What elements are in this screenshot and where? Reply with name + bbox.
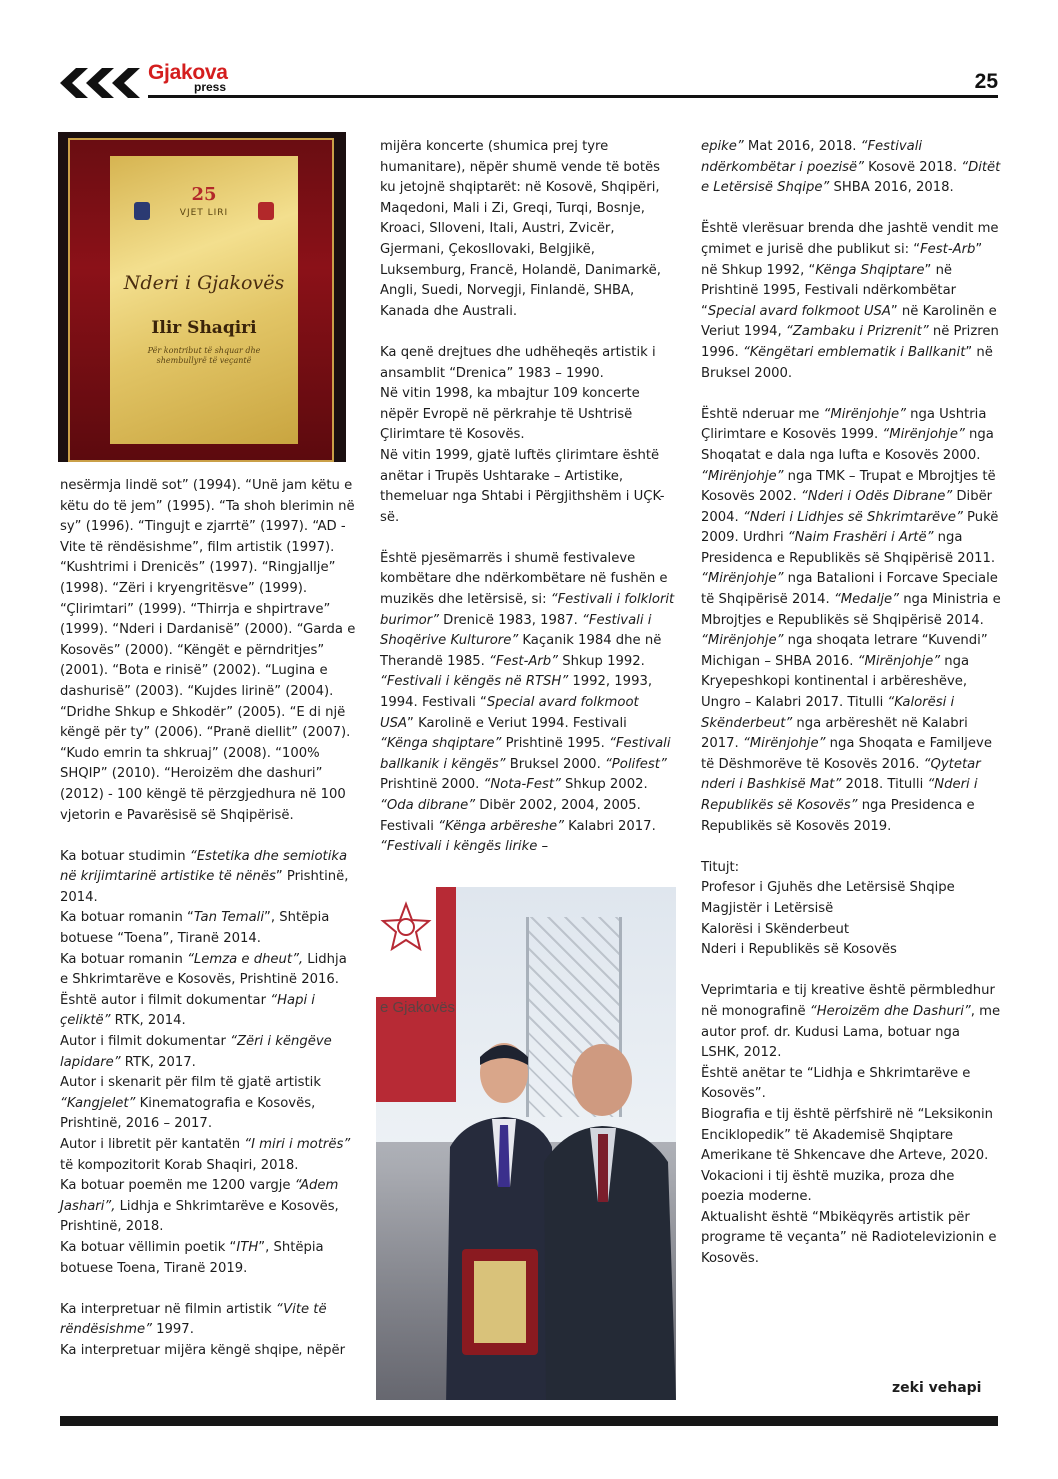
column-1 xyxy=(60,476,356,1362)
plaque-subtitle: VJET LIRI xyxy=(179,208,229,218)
plaque-caption: Për kontribut të shquar dhe shembullyrë të veçantë xyxy=(147,346,261,365)
bio-line: Autor i skenarit për film të gjatë artistik “Kangjelet” Kinematografia e Kosovës, Prishtinë, 2016 – 2017. xyxy=(60,1075,321,1132)
title-item: Magjistër i Letërsisë xyxy=(701,900,834,916)
bio-line: Është autor i filmit dokumentar “Hapi i çeliktë” RTK, 2014. xyxy=(60,992,315,1029)
monograph-paragraph: Veprimtaria e tij kreative është përmbledhur në monografinë “Heroizëm dhe Dashuri”, me autor prof. dr. Kudusi Lama, botuar nga LSHK, 2012. xyxy=(701,983,1001,1061)
festivals-continued: epike” Mat 2016, 2018. “Festivali ndërkombëtar i poezisë” Kosovë 2018. “Ditët e Letërsisë Shqipe” SHBA 2016, 2018. xyxy=(701,139,1001,196)
honors-paragraph: Është nderuar me “Mirënjohje” nga Ushtria Çlirimtare e Kosovës 1999. “Mirënjohje” nga Shoqatat e dala nga lufta e Kosovës 2000. “Mirënjohje” nga TMK – Trupat e Mbrojtjes të Kosovës 2002. “Nderi i Odës Dibrane” Dibër 2004. “Nderi i Lidhjes së Shkrimtarëve” Pukë 2009. Urdhri “Naim Frashëri i Artë” nga Presidenca e Republikës së Shqipërisë 2011. “Mirënjohje” nga Batalioni i Forcave Speciale të Shqipërisë 2014. “Medalje” nga Ministria e Mbrojtjes e Republikës së Shqipërisë 2014. “Mirënjohje” nga shoqata letrare “Kuvendi” Michigan – SHBA 2016. “Mirënjohje” nga Kryepeshkopi kontinental i arbëreshëve, Ungro – Kalabri 2017. Titulli “Kalorësi i Skënderbeut” nga arbëreshët në Kalabri 2017. “Mirënjohje” nga Shoqata e Familjeve të Dëshmorëve të Kosovës 2016. “Qytetar nderi i Bashkisë Mat” 2018. Titulli “Nderi i Republikës së Kosovës” nga Presidenca e Republikës së Kosovës 2019. xyxy=(701,406,1001,834)
bio-line: Autor i filmit dokumentar “Zëri i këngëve lapidare” RTK, 2017. xyxy=(60,1034,332,1070)
bio-line: Ka botuar studimin “Estetika dhe semiotika në krijimtarinë artistike të nënës” Prishtinë, 2014. xyxy=(60,848,349,905)
plaque-frame xyxy=(68,138,334,462)
banner-text: e Gjakovës xyxy=(380,999,456,1016)
bio-line: Ka botuar romanin “Lemza e dheut”, Lidhja e Shkrimtarëve e Kosovës, Prishtinë 2016. xyxy=(60,951,347,988)
title-item: Kalorësi i Skënderbeut xyxy=(701,921,849,937)
awards-paragraph: Është vlerësuar brenda dhe jashtë vendit me çmimet e jurisë dhe publikut si: “Fest-Arb” në Shkup 1992, “Kënga Shqiptare” në Prishtinë 1995, Festivali ndërkombëtar “Special avard folkmoot USA” në Karolinën e Veriut 1994, “Zambaku i Prizrenit” në Prizren 1996. “Këngëtari emblematik i Ballkanit” në Bruksel 2000. xyxy=(701,221,999,381)
plaque-name: Ilir Shaqiri xyxy=(151,318,257,338)
award-plaque xyxy=(460,1247,540,1357)
star-emblem-icon xyxy=(379,901,433,955)
drenica-paragraph: Ka qenë drejtues dhe udhëheqës artistik i ansamblit “Drenica” 1983 – 1990. xyxy=(380,344,656,381)
uck-paragraph: Në vitin 1999, gjatë luftës çlirimtare është anëtar i Trupës Ushtarake – Artistike, themeluar nga Shtabi i Përgjithshëm i UÇK-së. xyxy=(380,447,665,525)
lexicon-line: Biografia e tij është përfshirë në “Leksikonin Enciklopedik” të Akademisë Shqiptare Amerikane të Shkencave dhe Arteve, 2020. xyxy=(701,1106,994,1164)
title-item: Nderi i Republikës së Kosovës xyxy=(701,942,897,958)
title-item: Profesor i Gjuhës dhe Letërsisë Shqipe xyxy=(701,880,955,896)
chevrons-icon xyxy=(58,66,144,100)
header-rule xyxy=(148,95,998,98)
author-signature: zeki vehapi xyxy=(892,1380,982,1396)
titles-label: Titujt: xyxy=(701,859,740,875)
bio-line: Ka botuar poemën me 1200 vargje “Adem Jashari”, Lidhja e Shkrimtarëve e Kosovës, Prishtinë, 2018. xyxy=(60,1178,339,1235)
logo-main-text: Gjakova xyxy=(148,61,228,84)
plaque-years: 25 xyxy=(191,184,217,205)
white-banner xyxy=(376,887,438,997)
column-3 xyxy=(701,137,1001,1270)
plaque-photo xyxy=(58,132,346,462)
vocation-line: Vokacioni i tij është muzika, proza dhe poezia moderne. xyxy=(701,1168,955,1205)
bio-line: Ka botuar vëllimin poetik “ITH”, Shtëpia botuese Toena, Tiranë 2019. xyxy=(60,1239,324,1276)
plaque-gold-panel xyxy=(110,156,298,444)
bio-line: Autor i libretit për kantatën “I miri i motrës” të kompozitorit Korab Shaqiri, 2018. xyxy=(60,1137,351,1173)
concerts-paragraph: mijëra koncerte (shumica prej tyre humanitare), nëpër shumë vende të botës ku jetojnë shqiptarët: në Kosovë, Shqipëri, Maqedoni, Mali i Zi, Greqi, Turqi, Bosnje, Kroaci, Slloveni, Itali, Austri, Zvicër, Gjermani, Çekosllovaki, Belgjikë, Luksemburg, Francë, Holandë, Danimarkë, Angli, Suedi, Norvegji, Finlandë, SHBA, Kanada dhe Australi. xyxy=(380,139,661,319)
bio-line: Ka botuar romanin “Tan Temali”, Shtëpia botuese “Toena”, Tiranë 2014. xyxy=(60,910,330,947)
current-role-line: Aktualisht është “Mbikëqyrës artistik për programe të veçanta” në Radiotelevizionin e Kosovës. xyxy=(701,1209,997,1267)
bio-line: Ka interpretuar mijëra këngë shqipe, nëpër xyxy=(60,1342,346,1358)
bio-line: Ka interpretuar në filmin artistik “Vite të rëndësishme” 1997. xyxy=(60,1301,327,1338)
ceremony-photo xyxy=(376,887,676,1400)
footer-rule xyxy=(60,1416,998,1426)
songs-paragraph: nesërmja lindë sot” (1994). “Unë jam këtu e këtu do të jem” (1995). “Ta shoh blerimin në sy” (1996). “Tingujt e zjarrtë” (1997). “AD - Vite të rëndësishme”, film artistik (1997). “Kushtrimi i Drenicës” (1997). “Ringjallje” (1998). “Zëri i kryengritësve” (1999). “Çlirimtari” (1999). “Thirrja e shpirtrave” (1999). “Nderi i Dardanisë” (2000). “Garda e Kosovës” (2000). “Këngët e përndritjes” (2001). “Bota e rinisë” (2002). “Lugina e dashurisë” (2003). “Kujdes lirinë” (2004). “Dridhe Shkup e Shkodër” (2005). “E di një këngë për ty” (2006). “Pranë diellit” (2007). “Kudo emrin ta shkruaj” (2008). “100% SHQIP” (2010). “Heroizëm dhe dashuri” (2012) - 100 këngë të përzgjedhura në 100 vjetorin e Pavarësisë së Shqipërisë. xyxy=(60,478,356,823)
column-2 xyxy=(380,137,676,858)
membership-line: Është anëtar te “Lidhja e Shkrimtarëve e Kosovës”. xyxy=(701,1065,971,1102)
gjakova-press-logo xyxy=(148,61,228,94)
man-right xyxy=(536,1032,676,1400)
logo-sub-text: press xyxy=(194,80,227,94)
concerts-1998-paragraph: Në vitin 1998, ka mbajtur 109 koncerte nëpër Evropë në përkrahje të Ushtrisë Çlirimtare të Kosovës. xyxy=(380,386,640,443)
festivals-paragraph: Është pjesëmarrës i shumë festivaleve kombëtare dhe ndërkombëtare në fushën e muzikës dhe letërsisë, si: “Festivali i folklorit burimor” Drenicë 1983, 1987. “Festivali i Shoqërive Kulturore” Kaçanik 1984 dhe në Therandë 1985. “Fest-Arb” Shkup 1992. “Festivali i këngës në RTSH” 1992, 1993, 1994. Festivali “Special avard folkmoot USA” Karolinë e Veriut 1994. Festivali “Kënga shqiptare” Prishtinë 1995. “Festivali ballkanik i këngës” Bruksel 2000. “Polifest” Prishtinë 2000. “Nota-Fest” Shkup 2002. “Oda dibrane” Dibër 2002, 2004, 2005. Festivali “Kënga arbëreshe” Kalabri 2017. “Festivali i këngës lirike – xyxy=(380,550,675,855)
plaque-title: Nderi i Gjakovës xyxy=(123,272,285,294)
page-number: 25 xyxy=(974,70,998,93)
